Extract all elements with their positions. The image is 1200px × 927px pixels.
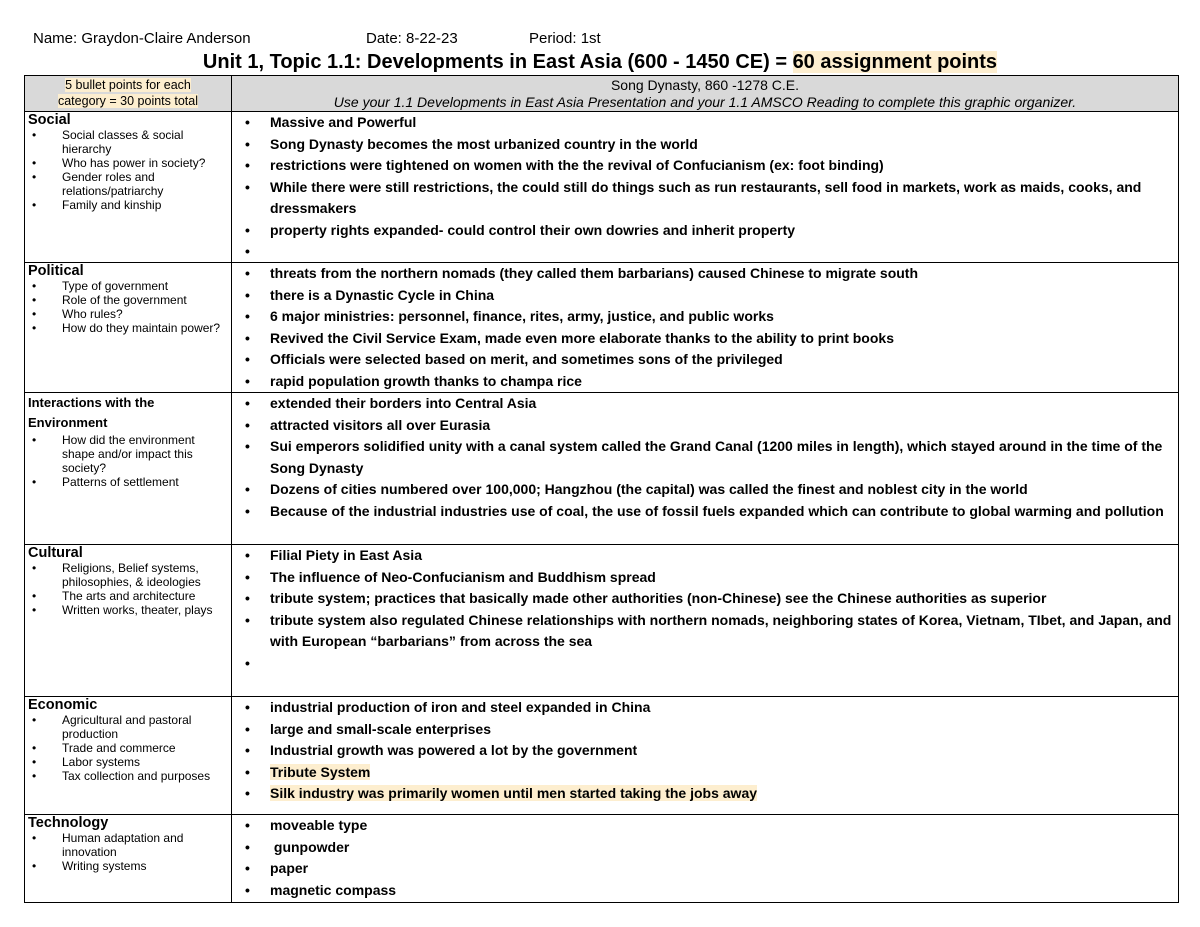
category-cell [25, 112, 232, 263]
prompt-item: • Family and kinship [25, 198, 231, 212]
prompt-item: • Religions, Belief systems, philosophies, & ideologies [25, 561, 231, 589]
table-header-row [25, 76, 1179, 112]
answer-item: • While there were still restrictions, the could still do things such as run restaurants, sell food in markets, work as maids, cooks, and dressmakers [232, 177, 1178, 220]
prompt-item: • Type of government [25, 279, 231, 293]
category-title: Social [28, 112, 71, 128]
answer-cell [232, 263, 1179, 393]
answer-cell [232, 393, 1179, 545]
answer-item: • rapid population growth thanks to champa rice [232, 371, 1178, 393]
student-info-line [24, 28, 1176, 50]
points-note-line2: category = 30 points total [57, 94, 199, 108]
prompt-item: • How did the environment shape and/or impact this society? [25, 433, 231, 475]
category-row-cultural [25, 545, 1179, 697]
answer-item: • magnetic compass [232, 880, 1178, 902]
answer-list [232, 697, 1178, 805]
answer-item: • tribute system; practices that basically made other authorities (non-Chinese) see the Chinese authorities as superior [232, 588, 1178, 610]
answer-list [232, 815, 1178, 901]
category-row-social [25, 112, 1179, 263]
prompt-item: • Writing systems [25, 859, 231, 873]
answer-item: • industrial production of iron and steel expanded in China [232, 697, 1178, 719]
answer-item: • restrictions were tightened on women with the the revival of Confucianism (ex: foot binding) [232, 155, 1178, 177]
answer-item: • there is a Dynastic Cycle in China [232, 285, 1178, 307]
title-main: Unit 1, Topic 1.1: Developments in East Asia (600 - 1450 CE) = [202, 51, 793, 73]
answer-highlight: Tribute System [270, 763, 371, 780]
prompt-item: • Who has power in society? [25, 156, 231, 170]
answer-item-highlighted [232, 783, 1178, 805]
dynasty-header-cell [232, 76, 1179, 112]
dynasty-title: Song Dynasty, 860 -1278 C.E. [610, 77, 800, 93]
answer-item: • Sui emperors solidified unity with a canal system called the Grand Canal (1200 miles in length), which stayed around in the time of the Song Dynasty [232, 436, 1178, 479]
category-row-environment [25, 393, 1179, 545]
points-note-cell [25, 76, 232, 112]
graphic-organizer-table [24, 75, 1179, 903]
prompt-item: • The arts and architecture [25, 589, 231, 603]
category-cell [25, 815, 232, 903]
prompt-list [25, 433, 231, 489]
class-period: Period: 1st [529, 30, 601, 47]
prompt-item: • Social classes & social hierarchy [25, 128, 231, 156]
title-points: 60 assignment points [792, 51, 998, 73]
answer-item: • Filial Piety in East Asia [232, 545, 1178, 567]
answer-item: • moveable type [232, 815, 1178, 837]
category-cell [25, 545, 232, 697]
category-row-political [25, 263, 1179, 393]
answer-cell [232, 697, 1179, 815]
prompt-list [25, 831, 231, 873]
answer-item: • Dozens of cities numbered over 100,000; Hangzhou (the capital) was called the finest and noblest city in the world [232, 479, 1178, 501]
prompt-list [25, 128, 231, 212]
answer-list [232, 263, 1178, 392]
category-row-technology [25, 815, 1179, 903]
answer-item: • tribute system also regulated Chinese relationships with northern nomads, neighboring states of Korea, Vietnam, TIbet, and Japan, and with European “barbarians” from across the sea [232, 610, 1178, 653]
prompt-item: • Trade and commerce [25, 741, 231, 755]
prompt-list [25, 713, 231, 783]
answer-cell [232, 112, 1179, 263]
category-title: Technology [28, 815, 109, 831]
answer-item: • Because of the industrial industries use of coal, the use of fossil fuels expanded which can contribute to global warming and pollution [232, 501, 1178, 523]
page-title [24, 50, 1176, 75]
answer-item-highlighted [232, 762, 1178, 784]
category-cell [25, 263, 232, 393]
category-cell [25, 697, 232, 815]
points-note-line1: 5 bullet points for each [65, 78, 191, 92]
prompt-item: • How do they maintain power? [25, 321, 231, 335]
answer-item: • property rights expanded- could control their own dowries and inherit property [232, 220, 1178, 242]
answer-item: • threats from the northern nomads (they called them barbarians) caused Chinese to migrate south [232, 263, 1178, 285]
prompt-list [25, 561, 231, 617]
answer-item: • Revived the Civil Service Exam, made even more elaborate thanks to the ability to print books [232, 328, 1178, 350]
category-row-economic [25, 697, 1179, 815]
answer-item: • Massive and Powerful [232, 112, 1178, 134]
category-cell [25, 393, 232, 545]
category-title: Political [28, 263, 84, 279]
prompt-item: • Gender roles and relations/patriarchy [25, 170, 231, 198]
prompt-item: • Role of the government [25, 293, 231, 307]
prompt-item: • Written works, theater, plays [25, 603, 231, 617]
student-name: Name: Graydon-Claire Anderson [33, 30, 251, 47]
prompt-item: • Tax collection and purposes [25, 769, 231, 783]
answer-item: • The influence of Neo-Confucianism and Buddhism spread [232, 567, 1178, 589]
category-title: Interactions with the Environment [28, 395, 155, 430]
prompt-item: • Human adaptation and innovation [25, 831, 231, 859]
prompt-item: • Patterns of settlement [25, 475, 231, 489]
answer-cell [232, 545, 1179, 697]
answer-item: • Officials were selected based on merit, and sometimes sons of the privileged [232, 349, 1178, 371]
prompt-list [25, 279, 231, 335]
category-title: Cultural [28, 545, 83, 561]
answer-item: • extended their borders into Central Asia [232, 393, 1178, 415]
answer-item: • attracted visitors all over Eurasia [232, 415, 1178, 437]
worksheet [24, 28, 1176, 903]
prompt-item: • Agricultural and pastoral production [25, 713, 231, 741]
instructions: Use your 1.1 Developments in East Asia Presentation and your 1.1 AMSCO Reading to complete this graphic organizer. [333, 94, 1077, 110]
category-title: Economic [28, 697, 98, 713]
answer-list [232, 112, 1178, 241]
answer-list [232, 545, 1178, 653]
prompt-item: • Labor systems [25, 755, 231, 769]
answer-cell [232, 815, 1179, 903]
answer-item: • 6 major ministries: personnel, finance, rites, army, justice, and public works [232, 306, 1178, 328]
answer-item: • Song Dynasty becomes the most urbanized country in the world [232, 134, 1178, 156]
answer-item: • large and small-scale enterprises [232, 719, 1178, 741]
answer-highlight: Silk industry was primarily women until men started taking the jobs away [270, 785, 758, 801]
answer-item: • gunpowder [232, 837, 1178, 859]
prompt-item: • Who rules? [25, 307, 231, 321]
answer-list [232, 393, 1178, 522]
assignment-date: Date: 8-22-23 [366, 30, 458, 47]
answer-item: • paper [232, 858, 1178, 880]
answer-item: • Industrial growth was powered a lot by the government [232, 740, 1178, 762]
